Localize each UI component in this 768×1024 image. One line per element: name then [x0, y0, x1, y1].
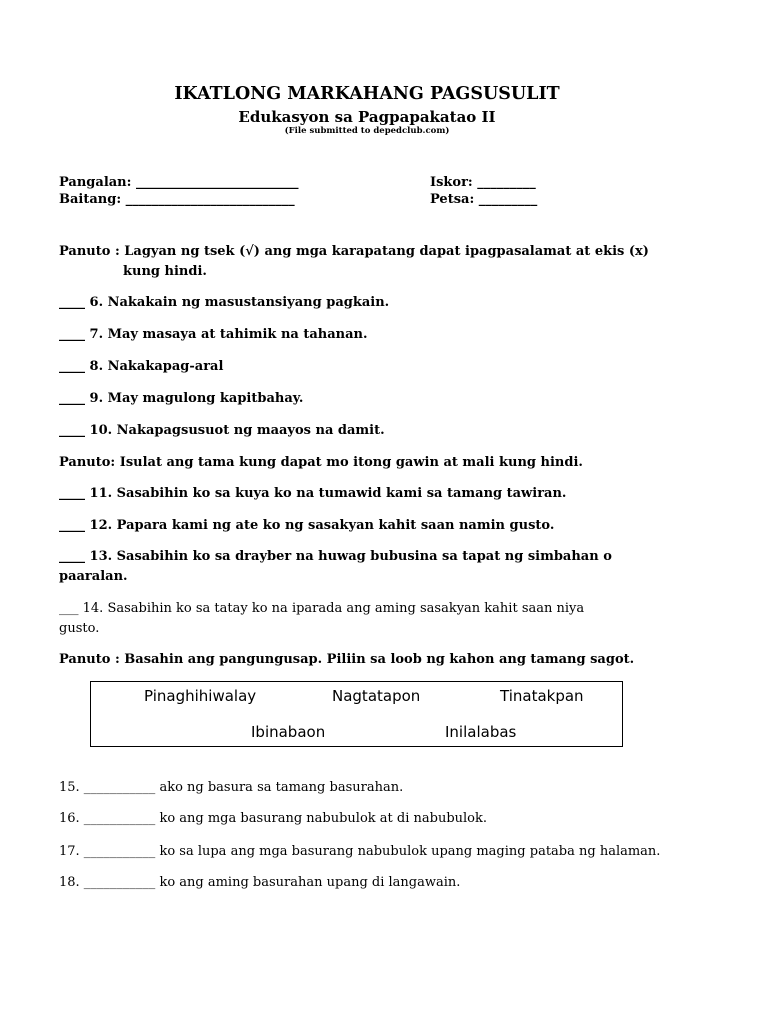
section2-directions: Panuto: Isulat ang tama kung dapat mo itong gawin at mali kung hindi. — [59, 455, 583, 470]
petsa-field[interactable]: Petsa: _________ — [430, 192, 538, 207]
question-16: 16. ___________ ko ang mga basurang nabubulok at di nabubulok. — [59, 811, 488, 826]
question-10: ____ 10. Nakapagsusuot ng maayos na damit. — [59, 423, 385, 438]
question-9: ____ 9. May magulong kapitbahay. — [59, 391, 304, 406]
source-note: (File submitted to depedclub.com) — [284, 126, 450, 136]
baitang-field[interactable]: Baitang: __________________________ — [59, 192, 295, 207]
question-13: ____ 13. Sasabihin ko sa drayber na huwag bubusina sa tapat ng simbahan o paaralan. — [59, 549, 612, 584]
question-17: 17. ___________ ko sa lupa ang mga basurang nabubulok upang maging pataba ng halaman. — [59, 844, 661, 859]
page-title: IKATLONG MARKAHANG PAGSUSULIT — [174, 84, 560, 104]
question-6: ____ 6. Nakakain ng masustansiyang pagkain. — [59, 295, 390, 310]
section3-directions: Panuto : Basahin ang pangungusap. Piliin sa loob ng kahon ang tamang sagot. — [59, 652, 635, 667]
page-subtitle: Edukasyon sa Pagpapakatao II — [238, 108, 496, 126]
word-choice: Inilalabas — [445, 723, 517, 741]
section1-directions-cont: kung hindi. — [123, 264, 207, 279]
word-choice: Pinaghihiwalay — [144, 687, 257, 705]
question-15: 15. ___________ ako ng basura sa tamang basurahan. — [59, 780, 404, 795]
question-7: ____ 7. May masaya at tahimik na tahanan. — [59, 327, 368, 342]
question-12: ____ 12. Papara kami ng ate ko ng sasakyan kahit saan namin gusto. — [59, 518, 555, 533]
question-11: ____ 11. Sasabihin ko sa kuya ko na tumawid kami sa tamang tawiran. — [59, 486, 567, 501]
word-choice: Ibinabaon — [251, 723, 326, 741]
question-8: ____ 8. Nakakapag-aral — [59, 359, 224, 374]
section1-directions: Panuto : Lagyan ng tsek (√) ang mga karapatang dapat ipagpasalamat at ekis (x) — [59, 244, 649, 259]
question-14: ___ 14. Sasabihin ko sa tatay ko na iparada ang aming sasakyan kahit saan niya gusto. — [59, 601, 585, 636]
word-box — [90, 681, 623, 747]
question-18: 18. ___________ ko ang aming basurahan upang di langawain. — [59, 875, 461, 890]
pangalan-field[interactable]: Pangalan: _________________________ — [59, 175, 299, 190]
word-choice: Tinatakpan — [500, 687, 584, 705]
iskor-field[interactable]: Iskor: _________ — [430, 175, 536, 190]
word-choice: Nagtatapon — [332, 687, 421, 705]
